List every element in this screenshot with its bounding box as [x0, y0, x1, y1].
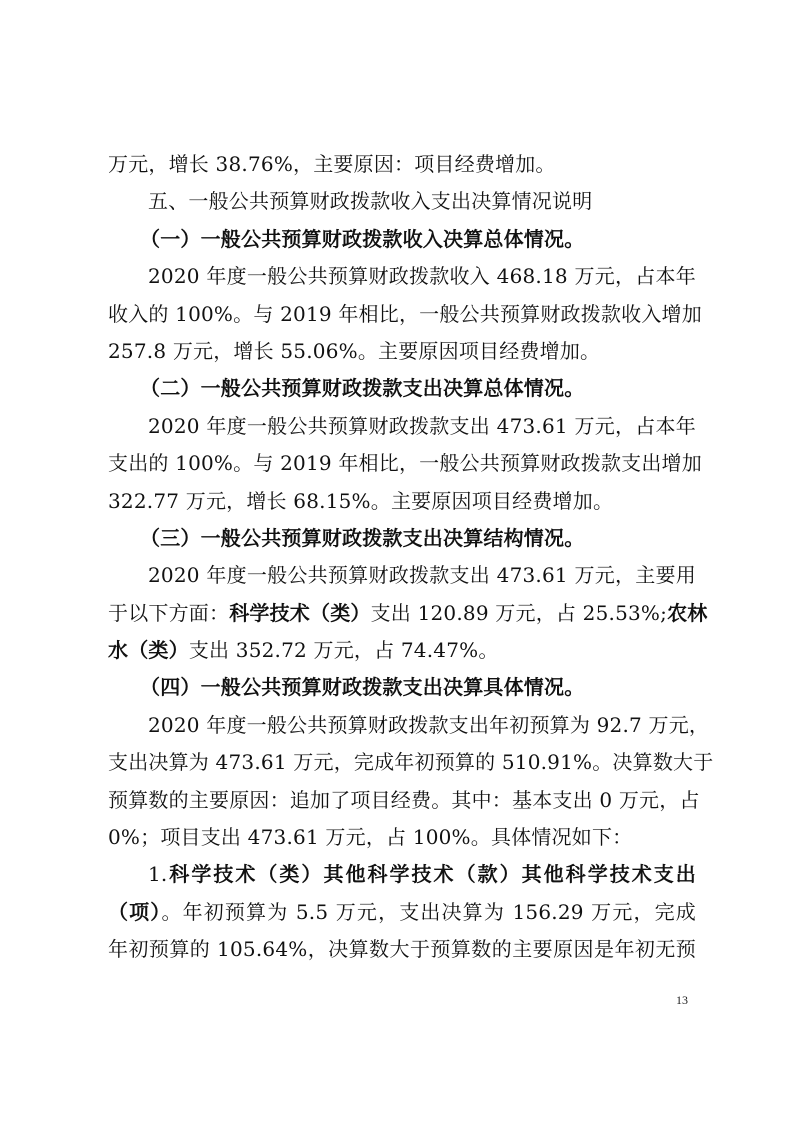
text-run: 。年初预算为 5.5 万元，支出决算为 156.29 万元，完成 — [161, 899, 696, 924]
paragraph-line — [108, 258, 696, 295]
text-run: 支出 120.89 万元，占 25.53%; — [370, 600, 668, 625]
paragraph-line — [108, 333, 696, 370]
paragraph-line — [108, 296, 702, 333]
bold-term: 水（类） — [108, 638, 189, 663]
text-run: 2020 年度一般公共预算财政拨款支出 473.61 万元，主要用 — [148, 563, 696, 588]
text-run: 五、一般公共预算财政拨款收入支出决算情况说明 — [148, 189, 593, 214]
text-run: 257.8 万元，增长 55.06%。主要原因项目经费增加。 — [108, 338, 601, 363]
paragraph-line — [108, 632, 696, 669]
bold-term: 科学技术（类）其他科学技术（款）其他科学技术支出 — [167, 862, 696, 887]
text-run: 于以下方面： — [108, 600, 230, 625]
text-run: 2020 年度一般公共预算财政拨款支出 473.61 万元，占本年 — [148, 413, 696, 438]
paragraph-line — [108, 931, 696, 968]
text-run: （三）一般公共预算财政拨款支出决算结构情况。 — [140, 525, 585, 550]
bold-term: 农林 — [667, 600, 708, 625]
text-run: （一）一般公共预算财政拨款收入决算总体情况。 — [140, 226, 585, 251]
text-run: 支出 352.72 万元，占 74.47%。 — [188, 638, 499, 663]
paragraph-line — [108, 595, 708, 632]
text-run: （二）一般公共预算财政拨款支出决算总体情况。 — [140, 376, 585, 401]
paragraph-line — [108, 408, 696, 445]
text-run: （四）一般公共预算财政拨款支出决算具体情况。 — [140, 675, 585, 700]
text-run: 2020 年度一般公共预算财政拨款收入 468.18 万元，占本年 — [148, 264, 696, 289]
document-body — [108, 146, 714, 969]
page-number: 13 — [676, 993, 688, 1007]
bold-term: （项） — [108, 899, 162, 924]
subsection-heading — [108, 520, 696, 557]
text-run: 支出的 100%。与 2019 年相比，一般公共预算财政拨款支出增加 — [108, 451, 702, 476]
list-number: 1. — [148, 862, 168, 887]
text-run: 支出决算为 473.61 万元，完成年初预算的 510.91%。决算数大于 — [108, 750, 714, 775]
subsection-heading — [108, 370, 696, 407]
text-run: 预算数的主要原因：追加了项目经费。其中：基本支出 0 万元，占 — [108, 787, 700, 812]
paragraph-line — [108, 707, 710, 744]
paragraph-line — [108, 557, 696, 594]
text-run: 322.77 万元，增长 68.15%。主要原因项目经费增加。 — [108, 488, 614, 513]
text-run: 年初预算的 105.64%，决算数大于预算数的主要原因是年初无预 — [108, 937, 696, 962]
paragraph-line — [108, 782, 700, 819]
paragraph-line — [108, 146, 696, 183]
paragraph-line — [108, 856, 696, 893]
section-heading — [108, 183, 696, 220]
bold-term: 科学技术（类） — [229, 600, 371, 625]
paragraph-line — [108, 483, 696, 520]
paragraph-line — [108, 445, 702, 482]
text-run: 万元，增长 38.76%，主要原因：项目经费增加。 — [108, 152, 556, 176]
paragraph-line — [108, 894, 696, 931]
subsection-heading — [108, 221, 696, 258]
paragraph-line — [108, 744, 714, 781]
paragraph-line — [108, 819, 696, 856]
subsection-heading — [108, 669, 696, 706]
text-run: 0%；项目支出 473.61 万元，占 100%。具体情况如下： — [108, 825, 633, 850]
text-run: 2020 年度一般公共预算财政拨款支出年初预算为 92.7 万元， — [148, 712, 710, 737]
text-run: 收入的 100%。与 2019 年相比，一般公共预算财政拨款收入增加 — [108, 301, 702, 326]
